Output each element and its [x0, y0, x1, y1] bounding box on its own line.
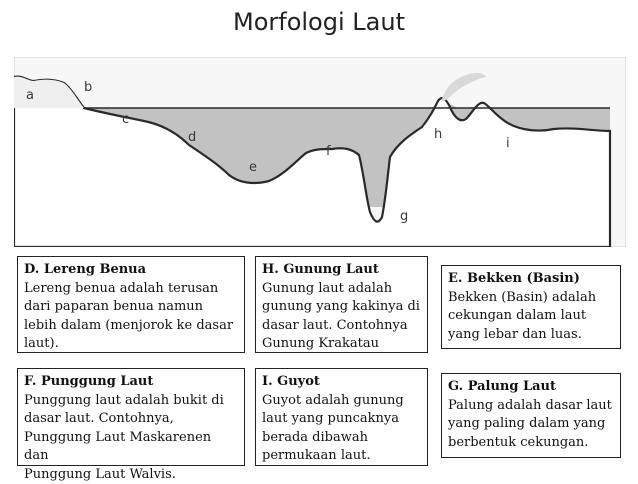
label-c: c	[122, 112, 129, 127]
label-b: b	[84, 80, 92, 95]
box-palung-laut	[441, 373, 621, 458]
label-h: h	[434, 127, 442, 142]
box-punggung-laut	[17, 368, 245, 466]
box-text: Palung adalah dasar laut yang paling dalam yang berbentuk cekungan.	[448, 397, 614, 453]
label-d: d	[188, 130, 196, 145]
box-lereng-benua	[17, 256, 245, 353]
box-heading: D. Lereng Benua	[24, 261, 238, 280]
box-text: Bekken (Basin) adalah cekungan dalam laut yang lebar dan luas.	[448, 289, 614, 345]
box-heading: I. Guyot	[262, 373, 421, 392]
box-heading: H. Gunung Laut	[262, 261, 421, 280]
box-text: Gunung laut adalah gunung yang kakinya di dasar laut. Contohnya Gunung Krakatau	[262, 280, 421, 354]
box-guyot	[255, 368, 428, 466]
label-a: a	[26, 88, 34, 103]
label-e: e	[249, 160, 257, 175]
box-heading: G. Palung Laut	[448, 378, 614, 397]
label-f: f	[326, 144, 331, 159]
page-title: Morfologi Laut	[0, 8, 638, 36]
box-bekken	[441, 265, 621, 349]
ocean-morphology-diagram	[14, 57, 626, 247]
box-text: Guyot adalah gunung laut yang puncaknya berada dibawah permukaan laut.	[262, 392, 421, 466]
box-heading: F. Punggung Laut	[24, 373, 238, 392]
box-heading: E. Bekken (Basin)	[448, 270, 614, 289]
box-text: Punggung laut adalah bukit di dasar laut. Contohnya, Punggung Laut Maskarenen dan Punggung Laut Walvis.	[24, 392, 238, 484]
box-gunung-laut	[255, 256, 428, 353]
box-text: Lereng benua adalah terusan dari paparan benua namun lebih dalam (menjorok ke dasar laut).	[24, 280, 238, 354]
label-g: g	[400, 209, 408, 224]
label-i: i	[506, 136, 510, 151]
